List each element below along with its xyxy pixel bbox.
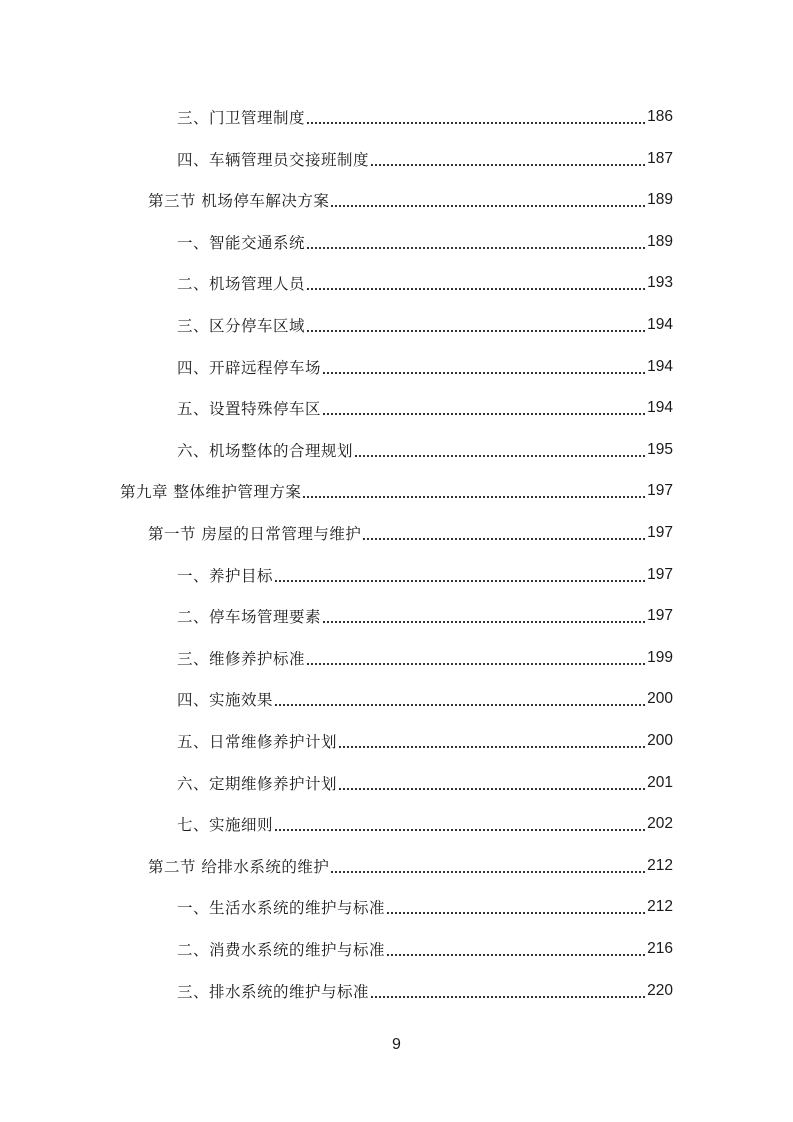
toc-entry[interactable] [177,144,673,174]
toc-entry-page: 197 [647,482,673,500]
toc-entry-page: 200 [647,690,673,708]
toc-entry[interactable] [177,976,673,1006]
toc-entry-title: 二、机场管理人员 [177,275,306,294]
toc-entry[interactable] [177,643,673,673]
dot-leader [387,892,645,922]
toc-entry[interactable] [177,684,673,714]
toc-entry-title: 五、设置特殊停车区 [177,400,322,419]
toc-entry[interactable] [177,809,673,839]
toc-entry-title: 二、停车场管理要素 [177,608,322,627]
dot-leader [307,227,645,257]
toc-entry-page: 189 [647,191,673,209]
toc-entry-title: 三、区分停车区域 [177,317,306,335]
dot-leader [371,144,645,174]
toc-entry-page: 202 [647,815,673,833]
toc-entry-page: 216 [647,940,673,957]
page-number: 9 [392,1036,401,1053]
toc-entry-page: 194 [647,399,673,417]
dot-leader [307,310,645,340]
toc-entry-page: 201 [647,773,673,791]
toc-entry[interactable] [177,435,673,465]
toc-entry[interactable] [177,310,673,340]
dot-leader [275,684,645,714]
toc-entry-page: 220 [647,981,673,999]
dot-leader [339,726,645,756]
toc-entry[interactable] [177,601,673,631]
toc-entry-page: 194 [647,316,673,333]
toc-entry-title: 五、日常维修养护计划 [177,733,338,751]
toc-entry[interactable] [148,851,673,881]
dot-leader [331,185,645,215]
dot-leader [323,393,645,423]
toc-entry-page: 199 [647,648,673,666]
toc-entry-page: 187 [647,149,673,167]
toc-entry-page: 186 [647,108,673,125]
toc-entry-title: 四、开辟远程停车场 [177,358,322,377]
toc-entry[interactable] [148,185,673,215]
toc-entry-title: 第九章 整体维护管理方案 [120,483,302,502]
toc-entry[interactable] [177,560,673,590]
toc-entry[interactable] [177,352,673,382]
toc-entry[interactable] [177,892,673,922]
toc-entry[interactable] [177,934,673,964]
toc-entry-title: 一、智能交通系统 [177,233,306,252]
toc-entry[interactable] [177,227,673,257]
dot-leader [387,934,645,964]
toc-entry-page: 197 [647,524,673,541]
toc-entry-page: 212 [647,898,673,916]
dot-leader [307,268,645,298]
toc-entry-title: 三、维修养护标准 [177,649,306,668]
toc-entry[interactable] [177,393,673,423]
toc-entry-page: 195 [647,440,673,458]
dot-leader [363,518,645,548]
toc-entry-title: 四、车辆管理员交接班制度 [177,150,370,169]
toc-entry[interactable] [177,268,673,298]
dot-leader [323,352,645,382]
toc-entry[interactable] [177,102,673,132]
toc-entry[interactable] [177,726,673,756]
toc-entry-title: 六、定期维修养护计划 [177,774,338,793]
toc-entry-title: 一、养护目标 [177,566,274,585]
toc-entry-title: 第三节 机场停车解决方案 [148,192,330,211]
toc-entry-page: 193 [647,274,673,292]
toc-entry-page: 189 [647,232,673,250]
toc-entry-page: 194 [647,357,673,375]
toc-entry-page: 197 [647,565,673,583]
toc-entry-title: 六、机场整体的合理规划 [177,441,354,460]
toc-entry-title: 第一节 房屋的日常管理与维护 [148,525,362,543]
dot-leader [303,476,645,506]
dot-leader [323,601,645,631]
toc-entry-title: 四、实施效果 [177,691,274,710]
dot-leader [307,643,645,673]
dot-leader [371,976,645,1006]
toc-entry-page: 212 [647,856,673,874]
toc-entry-page: 197 [647,607,673,625]
dot-leader [339,768,645,798]
toc-entry[interactable] [120,476,673,506]
toc-entry-title: 三、排水系统的维护与标准 [177,982,370,1001]
dot-leader [307,102,645,132]
toc-entry[interactable] [177,768,673,798]
dot-leader [275,560,645,590]
toc-entry-title: 二、消费水系统的维护与标准 [177,941,386,959]
toc-entry-title: 七、实施细则 [177,816,274,835]
toc-entry[interactable] [148,518,673,548]
toc-entry-title: 三、门卫管理制度 [177,109,306,127]
dot-leader [275,809,645,839]
dot-leader [331,851,645,881]
dot-leader [355,435,645,465]
toc-entry-title: 第二节 给排水系统的维护 [148,857,330,876]
toc-entry-page: 200 [647,732,673,749]
toc-entry-title: 一、生活水系统的维护与标准 [177,899,386,918]
